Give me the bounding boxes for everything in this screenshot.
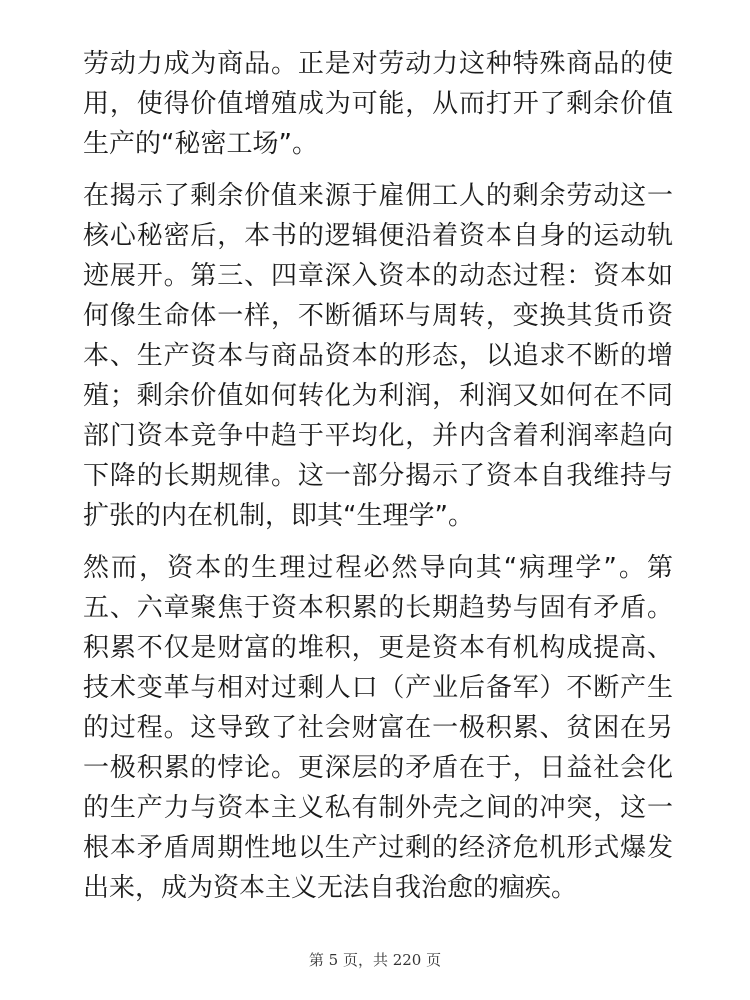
page-body bbox=[83, 44, 673, 920]
paragraph: 然而，资本的生理过程必然导向其“病理学”。第五、六章聚焦于资本积累的长期趋势与固有矛盾。积累不仅是财富的堆积，更是资本有机构成提高、技术变革与相对过剩人口（产业后备军）不断产生的过程。这导致了社会财富在一极积累、贫困在另一极积累的悖论。更深层的矛盾在于，日益社会化的生产力与资本主义私有制外壳之间的冲突，这一根本矛盾周期性地以生产过剩的经济危机形式爆发出来，成为资本主义无法自我治愈的痼疾。 bbox=[83, 553, 673, 903]
paragraph: 劳动力成为商品。正是对劳动力这种特殊商品的使用，使得价值增殖成为可能，从而打开了剩余价值生产的“秘密工场”。 bbox=[83, 49, 673, 159]
page-number-footer: 第 5 页，共 220 页 bbox=[308, 951, 442, 969]
paragraph: 在揭示了剩余价值来源于雇佣工人的剩余劳动这一核心秘密后，本书的逻辑便沿着资本自身的运动轨迹展开。第三、四章深入资本的动态过程：资本如何像生命体一样，不断循环与周转，变换其货币资本、生产资本与商品资本的形态，以追求不断的增殖；剩余价值如何转化为利润，利润又如何在不同部门资本竞争中趋于平均化，并内含着利润率趋向下降的长期规律。这一部分揭示了资本自我维持与扩张的内在机制，即其“生理学”。 bbox=[83, 181, 673, 531]
